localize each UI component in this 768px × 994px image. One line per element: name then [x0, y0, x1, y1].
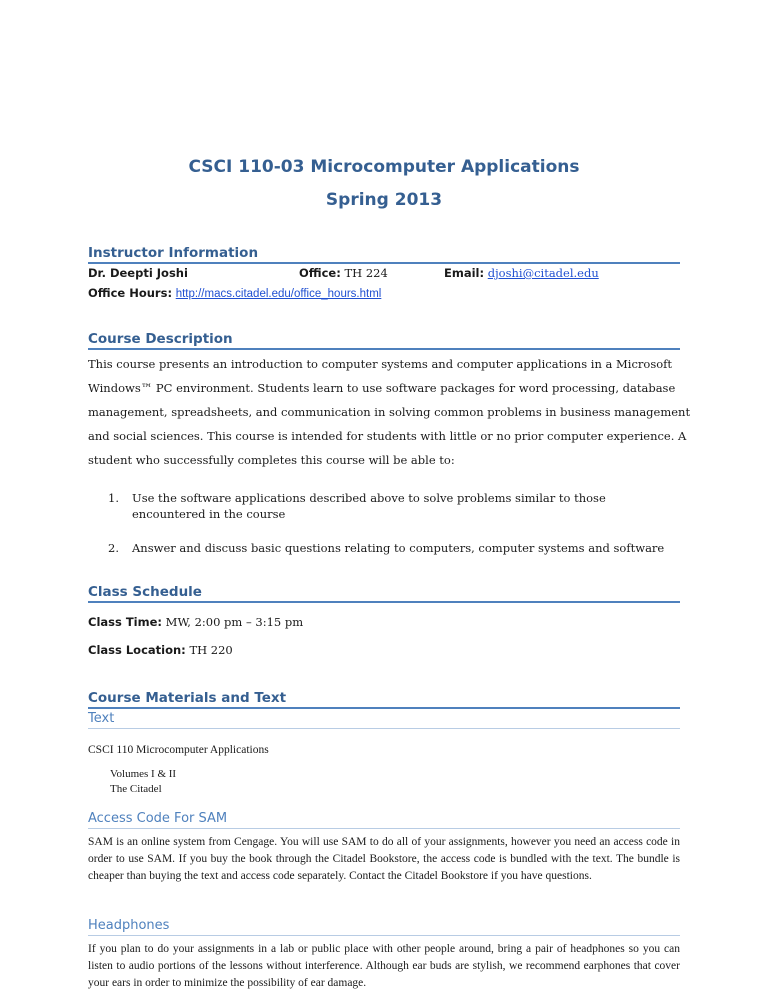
text-subheading: Text	[88, 711, 680, 729]
schedule-heading: Class Schedule	[88, 584, 680, 603]
description-line: student who successfully completes this course will be able to:	[88, 453, 455, 467]
office-hours-info	[88, 285, 381, 302]
office-hours-link[interactable]: http://macs.citadel.edu/office_hours.html	[175, 288, 382, 300]
description-line: This course presents an introduction to computer systems and computer applications in a Microsoft	[88, 357, 673, 371]
class-location-label: Class Location:	[88, 643, 186, 657]
email-label: Email:	[444, 266, 485, 280]
class-location-value: TH 220	[189, 643, 233, 657]
course-title: CSCI 110-03 Microcomputer Applications	[188, 157, 580, 177]
email-link[interactable]: djoshi@citadel.edu	[487, 266, 599, 280]
class-time	[88, 614, 303, 630]
description-paragraph	[88, 352, 691, 472]
instructor-heading: Instructor Information	[88, 245, 680, 264]
text-title: CSCI 110 Microcomputer Applications	[88, 744, 269, 756]
headphones-paragraph: If you plan to do your assignments in a lab or public place with other people around, bring a pair of headphones so you can listen to audio portions of the lessons without interference. Although ear buds are stylish, we recommend earphones that cover your ears in order to minimize the possibility of ear damage.	[88, 943, 680, 989]
materials-heading: Course Materials and Text	[88, 690, 680, 709]
outcome-text: Answer and discuss basic questions relating to computers, computer systems and software	[132, 541, 665, 555]
description-heading: Course Description	[88, 331, 680, 350]
office-label: Office:	[299, 266, 341, 280]
office-hours-label: Office Hours:	[88, 286, 173, 300]
email-info	[444, 265, 599, 281]
office-value: TH 224	[344, 266, 388, 280]
outcome-text: Use the software applications described above to solve problems similar to those encountered in the course	[132, 491, 606, 521]
sam-paragraph: SAM is an online system from Cengage. You will use SAM to do all of your assignments, however you need an access code in order to use SAM. If you buy the book through the Citadel Bookstore, the access code is bundled with the text. The bundle is cheaper than buying the text and access code separately. Contact the Citadel Bookstore if you have questions.	[88, 836, 680, 882]
text-publisher: The Citadel	[110, 783, 162, 795]
description-line: Windows™ PC environment. Students learn to use software packages for word processing, database	[88, 381, 676, 395]
sam-subheading: Access Code For SAM	[88, 811, 680, 829]
description-line: and social sciences. This course is intended for students with little or no prior computer experience. A	[88, 429, 687, 443]
headphones-subheading: Headphones	[88, 918, 680, 936]
outcome-number: 1.	[108, 491, 119, 505]
instructor-name: Dr. Deepti Joshi	[88, 266, 188, 280]
text-volumes: Volumes I & II	[110, 768, 177, 780]
course-term: Spring 2013	[325, 190, 443, 210]
outcome-number: 2.	[108, 541, 119, 555]
class-time-label: Class Time:	[88, 615, 163, 629]
office-info	[299, 265, 388, 281]
class-location	[88, 642, 233, 658]
description-line: management, spreadsheets, and communication in solving common problems in business management	[88, 405, 691, 419]
class-time-value: MW, 2:00 pm – 3:15 pm	[165, 615, 304, 629]
